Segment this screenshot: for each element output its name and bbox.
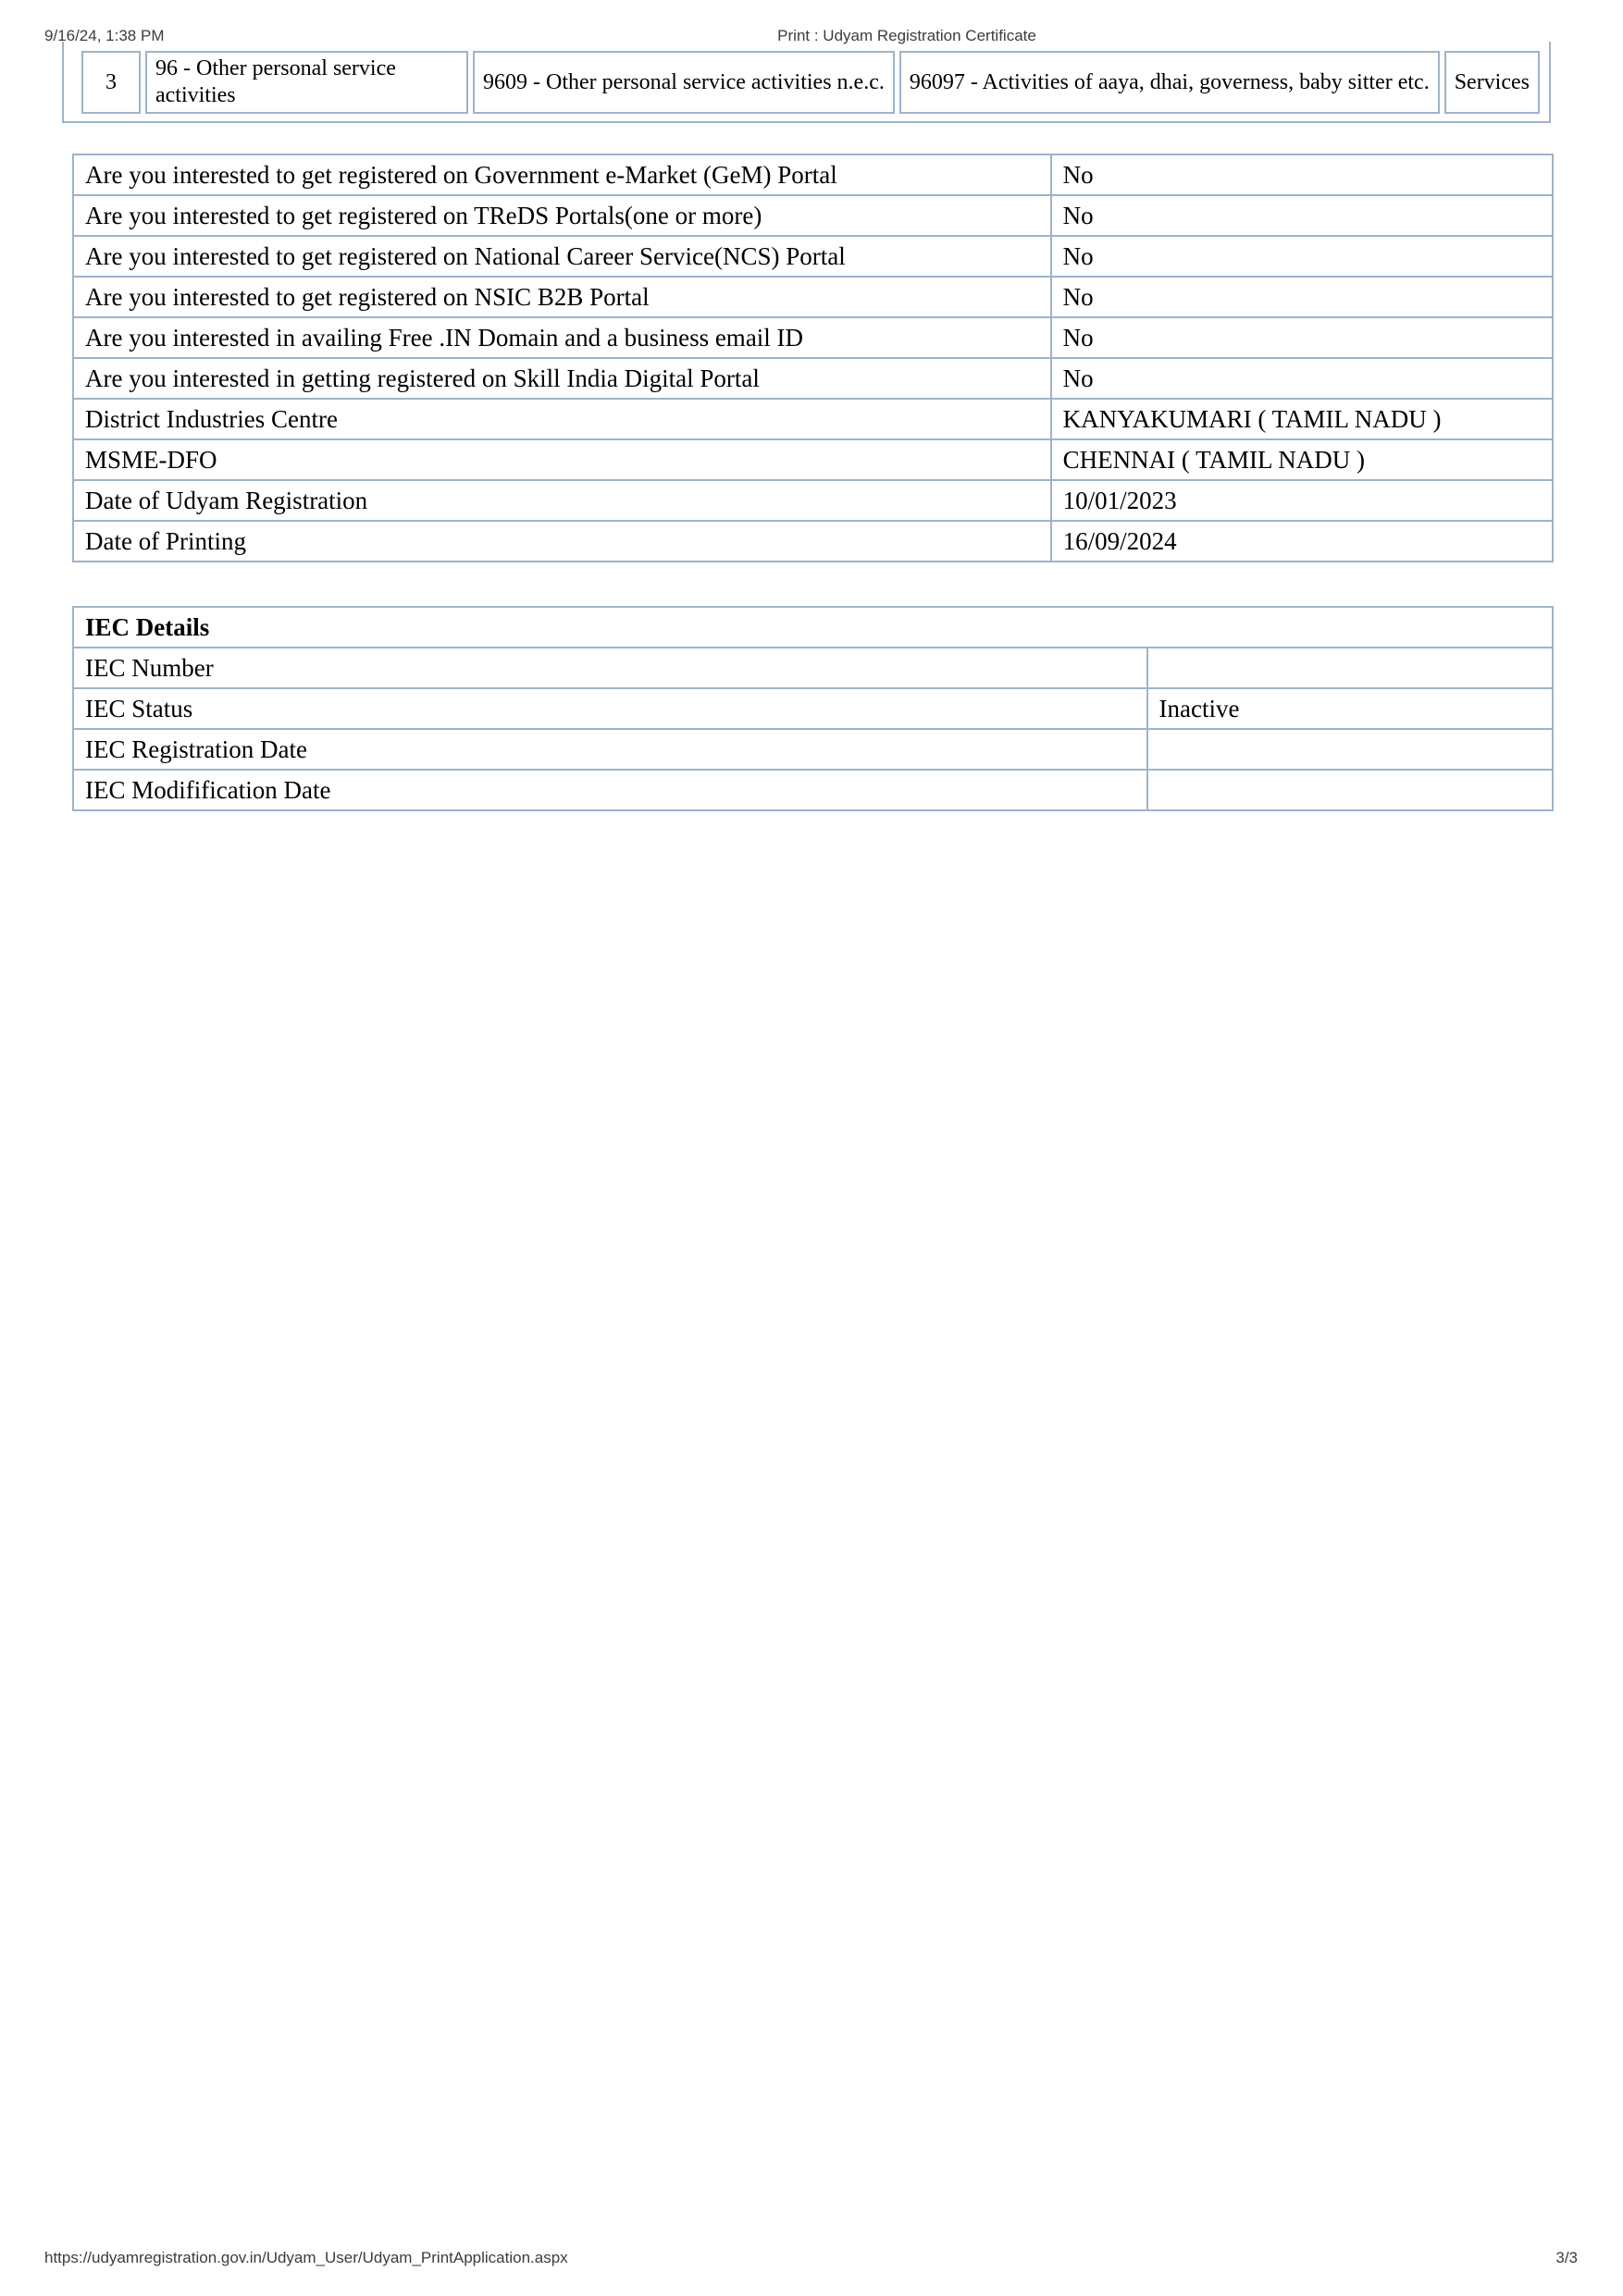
info-row — [73, 236, 1553, 277]
iec-row — [73, 648, 1553, 688]
iec-row-value — [1147, 770, 1553, 810]
info-row — [73, 399, 1553, 439]
info-row-value: 16/09/2024 — [1051, 521, 1553, 562]
iec-row — [73, 770, 1553, 810]
activity-category: Services — [1444, 51, 1540, 114]
activity-serial-number: 3 — [81, 51, 141, 114]
iec-details-header-row — [73, 607, 1553, 648]
info-row-label: MSME-DFO — [73, 439, 1051, 480]
nic-activity-row — [62, 42, 1551, 123]
info-row — [73, 277, 1553, 317]
info-row-value: No — [1051, 358, 1553, 399]
info-row-label: District Industries Centre — [73, 399, 1051, 439]
info-row-value: 10/01/2023 — [1051, 480, 1553, 521]
info-row-label: Are you interested in getting registered on Skill India Digital Portal — [73, 358, 1051, 399]
iec-row-value — [1147, 729, 1553, 770]
iec-row-label: IEC Modifification Date — [73, 770, 1147, 810]
print-header-datetime: 9/16/24, 1:38 PM — [44, 27, 165, 44]
activity-nic-5digit: 96097 - Activities of aaya, dhai, governess, baby sitter etc. — [899, 51, 1440, 114]
info-row-label: Are you interested to get registered on NSIC B2B Portal — [73, 277, 1051, 317]
iec-row-label: IEC Status — [73, 688, 1147, 729]
iec-details-table — [72, 606, 1554, 811]
iec-row-value — [1147, 648, 1553, 688]
registration-info-table-body — [73, 154, 1553, 562]
info-row — [73, 358, 1553, 399]
info-row — [73, 439, 1553, 480]
info-row — [73, 154, 1553, 195]
info-row-label: Date of Printing — [73, 521, 1051, 562]
print-footer-url: https://udyamregistration.gov.in/Udyam_User/Udyam_PrintApplication.aspx — [44, 2249, 568, 2266]
info-row — [73, 521, 1553, 562]
info-row-value: No — [1051, 195, 1553, 236]
iec-row — [73, 729, 1553, 770]
iec-row — [73, 688, 1553, 729]
info-row-value: No — [1051, 154, 1553, 195]
activity-nic-2digit: 96 - Other personal service activities — [145, 51, 468, 114]
iec-row-value: Inactive — [1147, 688, 1553, 729]
iec-details-table-body — [73, 607, 1553, 810]
info-row-value: KANYAKUMARI ( TAMIL NADU ) — [1051, 399, 1553, 439]
info-row — [73, 317, 1553, 358]
registration-info-table — [72, 154, 1554, 562]
info-row-label: Are you interested to get registered on National Career Service(NCS) Portal — [73, 236, 1051, 277]
info-row-value: No — [1051, 317, 1553, 358]
info-row-label: Date of Udyam Registration — [73, 480, 1051, 521]
info-row-label: Are you interested to get registered on Government e-Market (GeM) Portal — [73, 154, 1051, 195]
info-row-label: Are you interested to get registered on TReDS Portals(one or more) — [73, 195, 1051, 236]
info-row-value: No — [1051, 236, 1553, 277]
info-row-value: No — [1051, 277, 1553, 317]
info-row — [73, 195, 1553, 236]
print-footer-page-number: 3/3 — [1555, 2249, 1578, 2266]
iec-row-label: IEC Registration Date — [73, 729, 1147, 770]
iec-row-label: IEC Number — [73, 648, 1147, 688]
print-header-title: Print : Udyam Registration Certificate — [777, 27, 1036, 44]
info-row-value: CHENNAI ( TAMIL NADU ) — [1051, 439, 1553, 480]
info-row — [73, 480, 1553, 521]
iec-details-title: IEC Details — [73, 607, 1553, 648]
activity-nic-4digit: 9609 - Other personal service activities n.e.c. — [473, 51, 895, 114]
info-row-label: Are you interested in availing Free .IN Domain and a business email ID — [73, 317, 1051, 358]
